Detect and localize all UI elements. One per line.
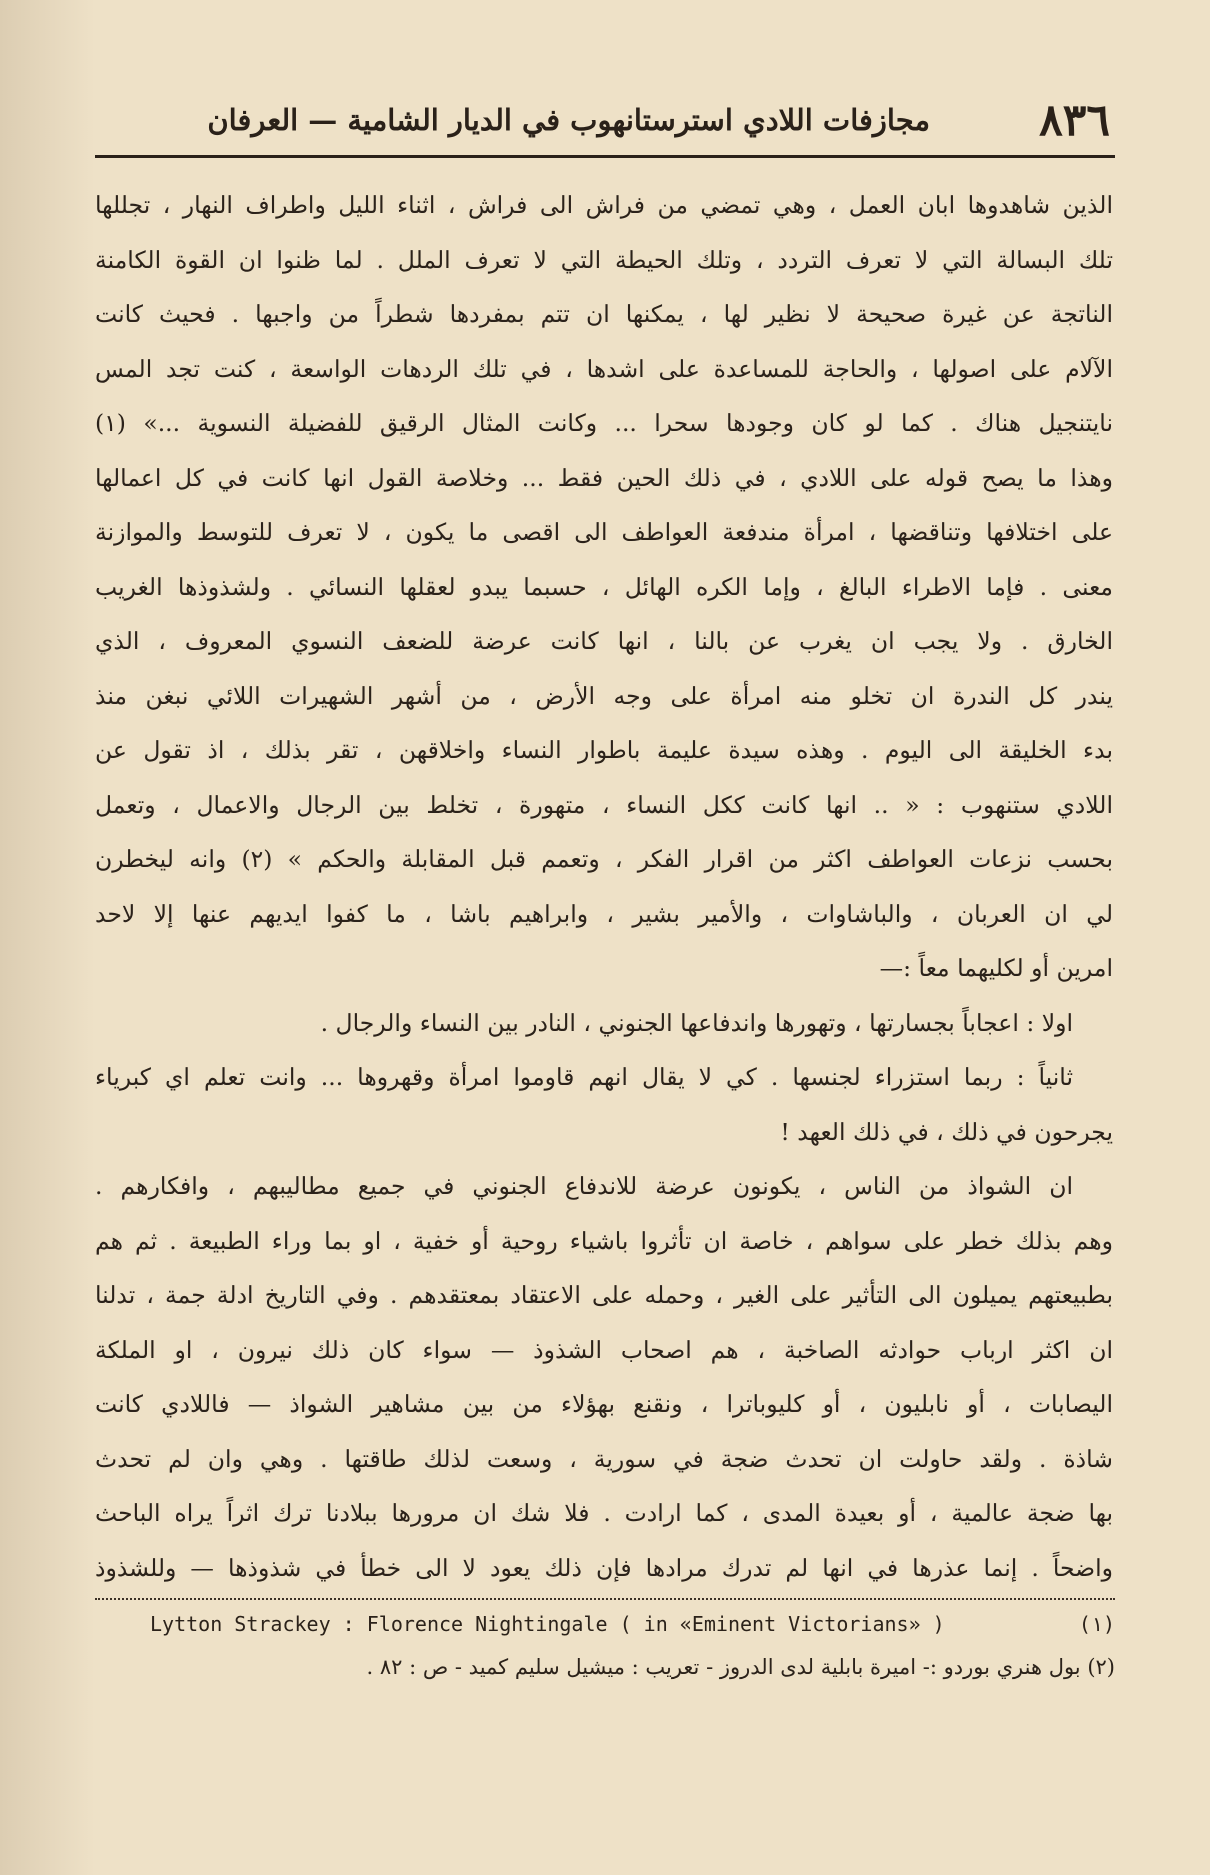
text-line: يجرحون في ذلك ، في ذلك العهد ! [780, 1117, 1113, 1146]
page-number: ٨٣٦ [1039, 95, 1110, 146]
text-line: اللادي ستنهوب : « .. انها كانت ككل النساء ، متهورة ، تخلط بين الرجال والاعمال ، وتعمل [95, 790, 1113, 819]
body-text [95, 178, 1113, 1595]
page-edge [0, 0, 95, 1875]
footnote-1-number: (١) [1078, 1612, 1115, 1636]
footnote-2: (٢) بول هنري بوردو :- اميرة بابلية لدى الدروز - تعريب : ميشيل سليم كميد - ص : ٨٢ . [366, 1655, 1115, 1679]
text-line: ثانياً : ربما استزراء لجنسها . كي لا يقال انهم قاوموا امرأة وقهروها ... وانت تعلم اي كبرياء [95, 1063, 1073, 1091]
text-line: اولا : اعجاباً بجسارتها ، وتهورها واندفاعها الجنوني ، النادر بين النساء والرجال . [320, 1008, 1073, 1037]
text-line: معنى . فإما الاطراء البالغ ، وإما الكره الهائل ، حسبما يبدو لعقلها النسائي . ولشذوذها الغريب [95, 572, 1113, 601]
text-line: بحسب نزعات العواطف اكثر من اقرار الفكر ، وتعمم قبل المقابلة والحكم » (٢) وانه ليخطرن [95, 845, 1113, 873]
text-line: على اختلافها وتناقضها ، امرأة مندفعة العواطف الى اقصى ما يكون ، لا تعرف للتوسط والموازنة [95, 518, 1113, 546]
text-line: ان اكثر ارباب حوادثه الصاخبة ، هم اصحاب الشذوذ — سواء كان ذلك نيرون ، او الملكة [95, 1335, 1113, 1364]
text-line: وهذا ما يصح قوله على اللادي ، في ذلك الحين فقط ... وخلاصة القول انها كانت في كل اعمالها [95, 463, 1113, 492]
text-line: بها ضجة عالمية ، أو بعيدة المدى ، كما ارادت . فلا شك ان مرورها ببلادنا ترك اثراً يراه الباحث [95, 1499, 1113, 1527]
text-line: بدء الخليقة الى اليوم . وهذه سيدة عليمة باطوار النساء واخلاقهن ، تقر بذلك ، اذ تقول عن [95, 736, 1113, 764]
text-line: الآلام على اصولها ، والحاجة للمساعدة على اشدها ، في تلك الردهات الواسعة ، كنت تجد المس [95, 354, 1113, 383]
footnote-1 [150, 1612, 1115, 1636]
text-line: اليصابات ، أو نابليون ، أو كليوباترا ، ونقنع بهؤلاء من بين مشاهير الشواذ — فاللادي كانت [95, 1390, 1113, 1418]
text-line: الذين شاهدوها ابان العمل ، وهي تمضي من فراش الى فراش ، اثناء الليل واطراف النهار ، تجللها [95, 191, 1113, 219]
running-title: مجازفات اللادي استرستانهوب في الديار الشامية — العرفان [207, 103, 930, 137]
text-line: بطبيعتهم يميلون الى التأثير على الغير ، وحمله على الاعتقاد بمعتقدهم . وفي التاريخ ادلة جمة ، تدلنا [95, 1281, 1113, 1309]
text-line: ان الشواذ من الناس ، يكونون عرضة للاندفاع الجنوني في جميع مطاليبهم ، وافكارهم . [95, 1172, 1073, 1200]
page-header [95, 95, 1110, 150]
text-line: لي ان العربان ، والباشاوات ، والأمير بشير ، وابراهيم باشا ، ما كفوا ايديهم عنها إلا لاحد [95, 899, 1113, 928]
text-line: نايتنجيل هناك . كما لو كان وجودها سحرا ... وكانت المثال الرقيق للفضيلة النسوية ...» (١) [95, 409, 1113, 437]
text-line: شاذة . ولقد حاولت ان تحدث ضجة في سورية ، وسعت لذلك طاقتها . وهي وان لم تحدث [95, 1444, 1113, 1473]
footnote-1-text: Lytton Strackey : Florence Nightingale ( in «Eminent Victorians» ) [150, 1612, 945, 1636]
text-line: يندر كل الندرة ان تخلو منه امرأة على وجه الأرض ، من أشهر الشهيرات اللائي نبغن منذ [95, 681, 1113, 710]
text-line: وهم بذلك خطر على سواهم ، خاصة ان تأثروا باشياء روحية أو خفية ، او بما وراء الطبيعة . ثم هم [95, 1226, 1113, 1255]
text-line: الناتجة عن غيرة صحيحة لا نظير لها ، يمكنها ان تتم بمفردها شطراً من واجبها . فحيث كانت [95, 300, 1113, 328]
text-line: امرين أو لكليهما معاً :— [879, 954, 1113, 982]
footnote-divider [95, 1598, 1115, 1600]
text-line: تلك البسالة التي لا تعرف التردد ، وتلك الحيطة التي لا تعرف الملل . لما ظنوا ان القوة الكامنة [95, 245, 1113, 274]
text-line: الخارق . ولا يجب ان يغرب عن بالنا ، انها كانت عرضة للضعف النسوي المعروف ، الذي [95, 627, 1113, 655]
text-line: واضحاً . إنما عذرها في انها لم تدرك مرادها فإن ذلك يعود لا الى خطأ في شذوذها — وللشذوذ [95, 1553, 1113, 1582]
header-rule [95, 155, 1115, 158]
